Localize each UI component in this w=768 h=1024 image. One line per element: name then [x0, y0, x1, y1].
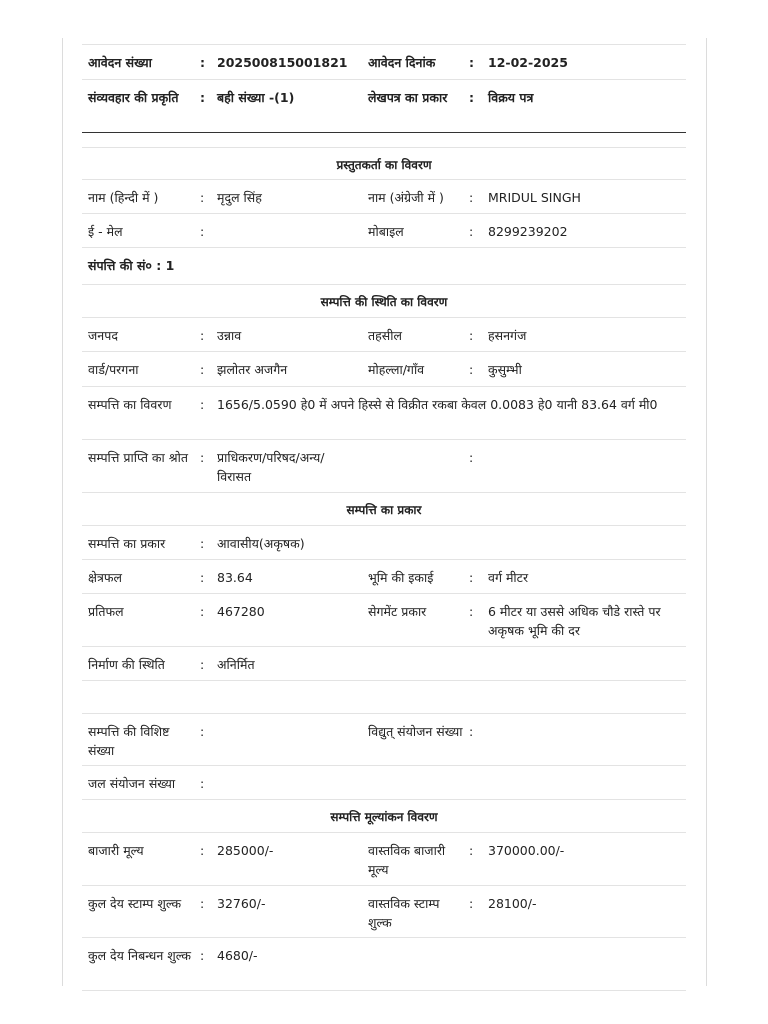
colon: : — [200, 450, 205, 465]
ptype-row — [82, 526, 686, 560]
colon: : — [469, 843, 474, 858]
colon: : — [469, 55, 474, 70]
colon: : — [200, 896, 205, 911]
consideration-label: प्रतिफल — [88, 604, 124, 619]
segment-label: सेगमेंट प्रकार — [368, 604, 427, 619]
app-date-value: 12-02-2025 — [488, 55, 568, 70]
market-value: 285000/- — [217, 843, 274, 858]
nature-row — [82, 80, 686, 133]
actual-stamp-value: 28100/- — [488, 896, 537, 911]
reg-fee-label: कुल देय निबन्धन शुल्क — [88, 948, 192, 963]
stamp-duty-row — [82, 886, 686, 938]
name-en-label: नाम (अंग्रेजी में ) — [368, 190, 444, 205]
email-label: ई - मेल — [88, 224, 123, 239]
market-value-row — [82, 833, 686, 886]
unique-number-row — [82, 714, 686, 766]
stamp-value: 32760/- — [217, 896, 266, 911]
name-en-value: MRIDUL SINGH — [488, 190, 581, 205]
app-no-value: 202500815001821 — [217, 55, 348, 70]
registration-fee-row — [82, 938, 686, 991]
ward-value: झलोतर अजगैन — [217, 362, 288, 377]
colon: : — [469, 604, 474, 619]
village-label: मोहल्ला/गाँव — [368, 362, 425, 377]
app-no-label: आवेदन संख्या — [88, 55, 152, 70]
electric-label: विद्युत् संयोजन संख्या — [368, 724, 463, 739]
page-border-right — [706, 38, 707, 986]
colon: : — [469, 328, 474, 343]
source-row — [82, 440, 686, 493]
colon: : — [469, 362, 474, 377]
unit-label: भूमि की इकाई — [368, 570, 434, 585]
property-desc-row — [82, 387, 686, 440]
document — [82, 44, 686, 991]
source-value: प्राधिकरण/परिषद/अन्य/ विरासत — [217, 450, 325, 484]
name-hi-value: मृदुल सिंह — [217, 190, 262, 205]
water-label: जल संयोजन संख्या — [88, 776, 176, 791]
doc-type-value: विक्रय पत्र — [488, 90, 534, 105]
presenter-heading: प्रस्तुतकर्ता का विवरण — [82, 147, 686, 180]
colon: : — [200, 604, 205, 619]
name-hi-label: नाम (हिन्दी में ) — [88, 190, 159, 205]
construction-label: निर्माण की स्थिति — [88, 657, 165, 672]
application-row — [82, 44, 686, 80]
colon: : — [200, 657, 205, 672]
empty-row — [82, 681, 686, 714]
colon: : — [200, 55, 205, 70]
tehsil-value: हसनगंज — [488, 328, 527, 343]
doc-type-label: लेखपत्र का प्रकार — [368, 90, 448, 105]
district-row — [82, 318, 686, 352]
source-label: सम्पत्ति प्राप्ति का श्रोत — [88, 450, 188, 465]
app-date-label: आवेदन दिनांक — [368, 55, 436, 70]
nature-value: बही संख्या -(1) — [217, 90, 295, 105]
colon: : — [469, 896, 474, 911]
location-heading: सम्पत्ति की स्थिति का विवरण — [82, 285, 686, 318]
unit-value: वर्ग मीटर — [488, 570, 529, 585]
desc-value: 1656/5.0590 हे0 में अपने हिस्से से विक्रीत रकबा केवल 0.0083 हे0 यानी 83.64 वर्ग मी0 — [217, 397, 658, 412]
colon: : — [200, 190, 205, 205]
valuation-heading: सम्पत्ति मूल्यांकन विवरण — [82, 800, 686, 833]
colon: : — [200, 362, 205, 377]
unique-label: सम्पत्ति की विशिष्ट संख्या — [88, 724, 170, 758]
ptype-value: आवासीय(अकृषक) — [217, 536, 305, 551]
colon: : — [200, 328, 205, 343]
area-row — [82, 560, 686, 594]
actual-market-value: 370000.00/- — [488, 843, 565, 858]
segment-value: 6 मीटर या उससे अधिक चौडे रास्ते पर अकृषक भूमि की दर — [488, 604, 661, 638]
village-value: कुसुम्भी — [488, 362, 522, 377]
water-row — [82, 766, 686, 800]
consideration-value: 467280 — [217, 604, 265, 619]
page-border-left — [62, 38, 63, 986]
area-label: क्षेत्रफल — [88, 570, 122, 585]
colon: : — [200, 224, 205, 239]
actual-stamp-label: वास्तविक स्टाम्प शुल्क — [368, 896, 440, 930]
colon: : — [469, 224, 474, 239]
colon: : — [469, 90, 474, 105]
ward-label: वार्ड/परगना — [88, 362, 139, 377]
colon: : — [200, 843, 205, 858]
property-number: संपत्ति की सं० : 1 — [82, 248, 686, 285]
district-value: उन्नाव — [217, 328, 242, 343]
tehsil-label: तहसील — [368, 328, 402, 343]
presenter-contact-row — [82, 214, 686, 248]
construction-value: अनिर्मित — [217, 657, 255, 672]
ward-row — [82, 352, 686, 387]
construction-row — [82, 647, 686, 681]
colon: : — [469, 190, 474, 205]
colon: : — [200, 570, 205, 585]
colon: : — [200, 948, 205, 963]
market-label: बाजारी मूल्य — [88, 843, 144, 858]
consideration-row — [82, 594, 686, 647]
district-label: जनपद — [88, 328, 118, 343]
presenter-name-row — [82, 180, 686, 214]
colon: : — [200, 536, 205, 551]
colon: : — [200, 90, 205, 105]
mobile-value: 8299239202 — [488, 224, 568, 239]
actual-market-label: वास्तविक बाजारी मूल्य — [368, 843, 446, 877]
ptype-label: सम्पत्ति का प्रकार — [88, 536, 166, 551]
colon: : — [200, 397, 205, 412]
colon: : — [469, 724, 474, 739]
mobile-label: मोबाइल — [368, 224, 404, 239]
stamp-label: कुल देय स्टाम्प शुल्क — [88, 896, 182, 911]
ptype-heading: सम्पत्ति का प्रकार — [82, 493, 686, 526]
area-value: 83.64 — [217, 570, 253, 585]
desc-label: सम्पत्ति का विवरण — [88, 397, 172, 412]
reg-fee-value: 4680/- — [217, 948, 258, 963]
colon: : — [469, 570, 474, 585]
colon: : — [200, 776, 205, 791]
colon: : — [200, 724, 205, 739]
nature-label: संव्यवहार की प्रकृति — [88, 90, 179, 105]
colon: : — [469, 450, 474, 465]
